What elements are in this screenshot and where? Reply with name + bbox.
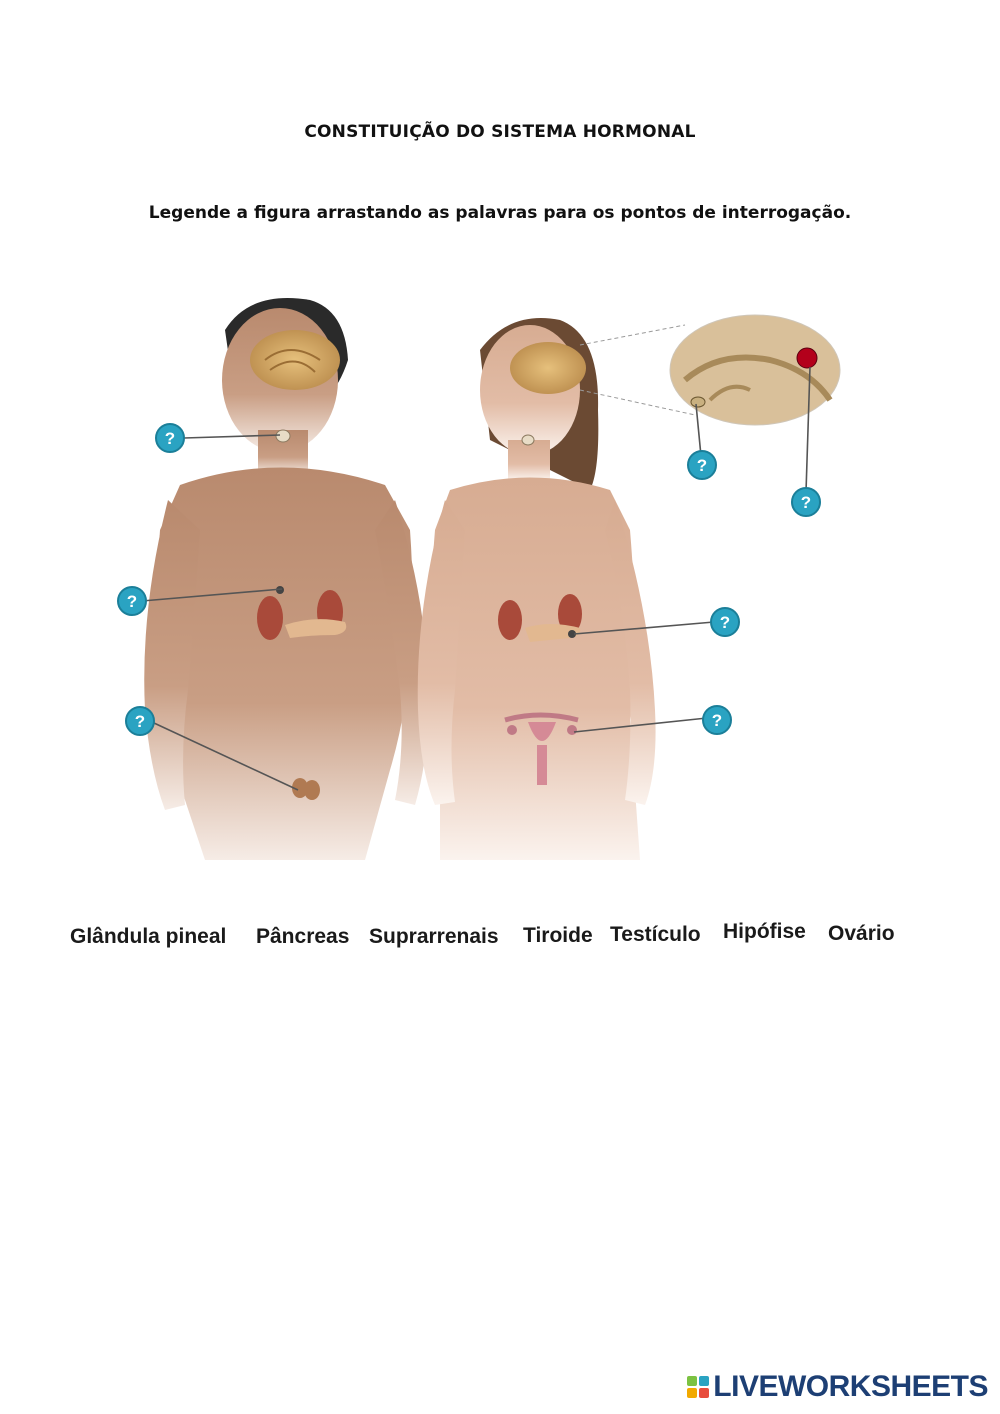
- marker-pancreas[interactable]: [711, 608, 739, 636]
- marker-pineal[interactable]: [792, 488, 820, 516]
- marker-symbol: ?: [164, 429, 176, 448]
- pituitary-highlight: [691, 397, 705, 407]
- word-pituitary[interactable]: Hipófise: [723, 920, 806, 943]
- female-brain: [510, 342, 586, 394]
- word-testicle[interactable]: Testículo: [610, 923, 701, 946]
- brand-mark-icon: [687, 1376, 709, 1398]
- marker-adrenal[interactable]: [118, 587, 146, 615]
- female-thyroid: [522, 435, 534, 445]
- marker-thyroid[interactable]: [156, 424, 184, 452]
- word-pancreas[interactable]: Pâncreas: [256, 925, 350, 948]
- word-thyroid[interactable]: Tiroide: [523, 924, 593, 947]
- marker-symbol: ?: [126, 592, 138, 611]
- brand-logo[interactable]: [687, 1372, 988, 1402]
- word-ovary[interactable]: Ovário: [828, 922, 895, 945]
- male-figure: [144, 298, 428, 860]
- pineal-highlight: [797, 348, 817, 368]
- worksheet-instruction: Legende a figura arrastando as palavras para os pontos de interrogação.: [148, 203, 852, 223]
- marker-testicle[interactable]: [126, 707, 154, 735]
- marker-ovary[interactable]: [703, 706, 731, 734]
- word-pineal-gland[interactable]: Glândula pineal: [70, 925, 227, 948]
- worksheet-title: CONSTITUIÇÃO DO SISTEMA HORMONAL: [304, 122, 696, 142]
- endocrine-figure: [110, 290, 860, 860]
- marker-symbol: ?: [800, 493, 812, 512]
- male-brain: [250, 330, 340, 390]
- marker-pituitary[interactable]: [688, 451, 716, 479]
- marker-symbol: ?: [134, 712, 146, 731]
- male-thyroid: [276, 430, 290, 442]
- brain-inset: [580, 315, 840, 425]
- marker-symbol: ?: [711, 711, 723, 730]
- brand-name: LIVEWORKSHEETS: [713, 1370, 988, 1403]
- word-adrenals[interactable]: Suprarrenais: [369, 925, 499, 948]
- female-figure: [418, 318, 656, 860]
- marker-symbol: ?: [719, 613, 731, 632]
- marker-symbol: ?: [696, 456, 708, 475]
